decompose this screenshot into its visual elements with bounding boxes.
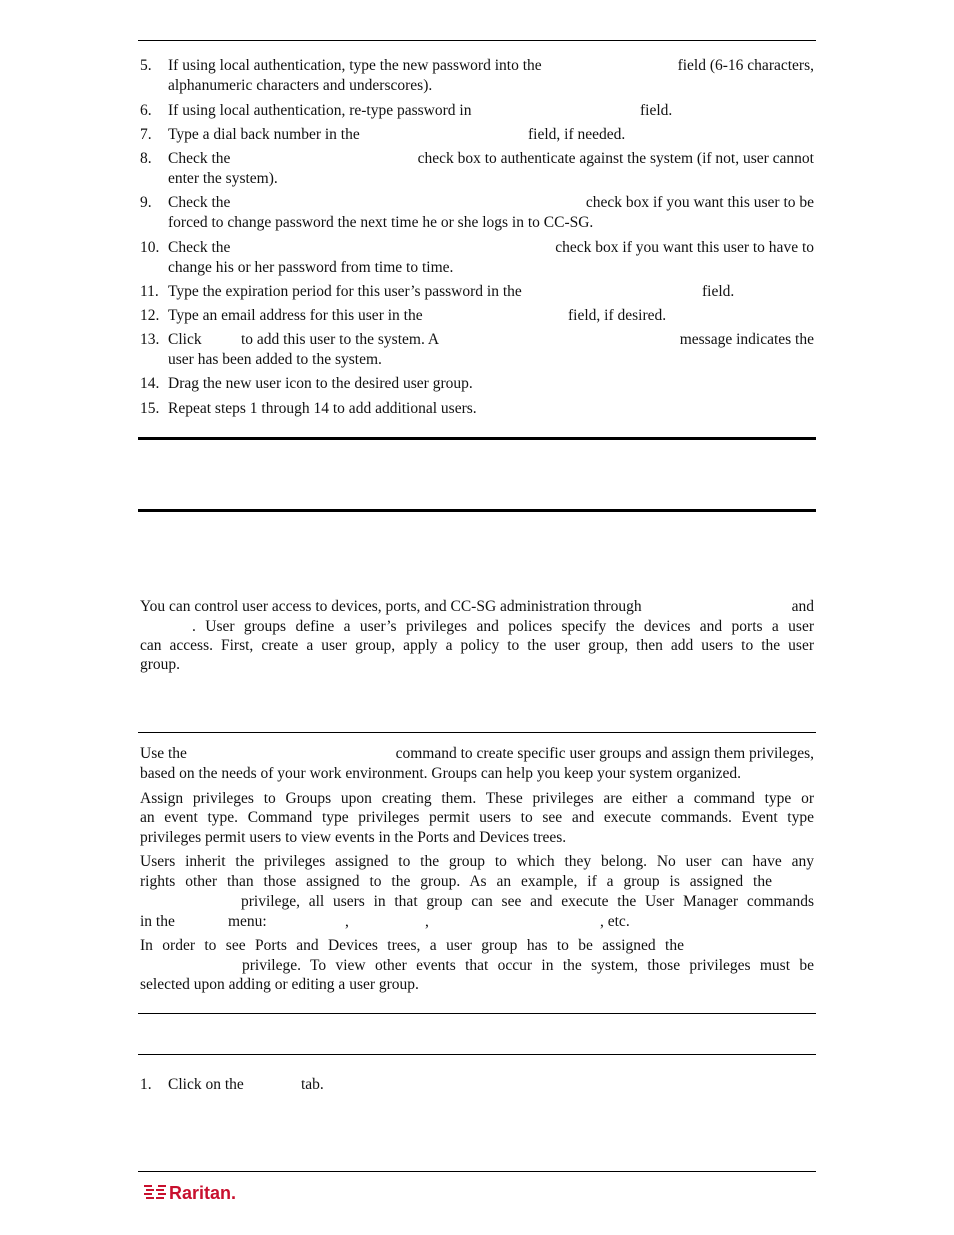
step-number: 15. — [140, 400, 160, 417]
step-15 — [140, 399, 814, 419]
p2-line-1: Assign privileges to Groups upon creating them. These privileges are either a command type or — [140, 790, 814, 807]
section-rule — [138, 732, 816, 733]
step-text: Type a dial back number in the — [168, 126, 360, 143]
step-text-line2: change his or her password from time to time. — [168, 259, 454, 276]
p3-line-4-e: , etc. — [600, 913, 630, 930]
step-text-line2: alphanumeric characters and underscores). — [168, 77, 433, 94]
p4-line-2: privilege. To view other events that occur in the system, those privileges must be — [242, 957, 814, 974]
raritan-logo-mark-icon — [144, 1180, 254, 1204]
header-rule — [138, 40, 816, 41]
p4-line-3: selected upon adding or editing a user group. — [140, 976, 419, 993]
step-text: If using local authentication, re-type password in — [168, 102, 472, 119]
p2-line-3: privileges permit users to view events in the Ports and Devices trees. — [140, 829, 567, 846]
p3-line-2: rights other than those assigned to the group. As an example, if a group is assigned the — [140, 873, 772, 890]
step-text-end: field, if desired. — [568, 307, 667, 324]
p3-line-4-d: , — [425, 913, 429, 930]
step-number: 7. — [140, 126, 152, 143]
step-text-end: field, if needed. — [528, 126, 626, 143]
step-text: Check the — [168, 194, 231, 211]
p3-line-4-a: in the — [140, 913, 175, 930]
step-text-end: field. — [640, 102, 673, 119]
footer-rule — [138, 1171, 816, 1172]
intro-line-1: You can control user access to devices, ports, and CC-SG administration through — [140, 598, 642, 615]
step-number: 8. — [140, 150, 152, 167]
groups-paragraph-1 — [140, 744, 814, 784]
step-text-line2: forced to change password the next time he or she logs in to CC-SG. — [168, 214, 594, 231]
step-number: 14. — [140, 375, 160, 392]
step-5 — [140, 56, 814, 96]
step-text: Check the — [168, 150, 231, 167]
step-text-line2: user has been added to the system. — [168, 351, 382, 368]
raritan-logo-text: Raritan. — [169, 1183, 237, 1203]
step-text: Repeat steps 1 through 14 to add additional users. — [168, 400, 477, 417]
subsection-rule-bottom — [138, 1054, 816, 1055]
step-text-end: message indicates the — [679, 331, 814, 348]
step-6 — [140, 101, 814, 121]
groups-paragraph-3 — [140, 852, 814, 932]
subsection-rule-top — [138, 1013, 816, 1014]
chapter-rule-top — [138, 437, 816, 440]
step-number: 9. — [140, 194, 152, 211]
step-9 — [140, 193, 814, 233]
step-number: 10. — [140, 239, 160, 256]
step-number: 12. — [140, 307, 160, 324]
step-text-line2: enter the system). — [168, 170, 278, 187]
groups-paragraph-2 — [140, 789, 814, 849]
step-text-end: check box to authenticate against the system (if not, user cannot — [417, 150, 814, 167]
p1-line-2: based on the needs of your work environment. Groups can help you keep your system organized. — [140, 765, 742, 782]
step-number: 5. — [140, 57, 152, 74]
intro-line-3: can access. First, create a user group, apply a policy to the user group, then add users to the user — [140, 637, 814, 654]
step-11 — [140, 282, 814, 302]
step-text: Click on the — [168, 1076, 244, 1093]
step-14 — [140, 374, 814, 394]
groups-paragraph-4 — [140, 936, 814, 996]
step-13 — [140, 330, 814, 370]
intro-line-4: group. — [140, 656, 181, 673]
step-8 — [140, 149, 814, 189]
p3-line-4-b: menu: — [228, 913, 267, 930]
step-text: Check the — [168, 239, 231, 256]
step-number: 1. — [140, 1076, 152, 1093]
p3-line-1: Users inherit the privileges assigned to the group to which they belong. No user can have any — [140, 853, 814, 870]
step-text-end: check box if you want this user to be — [585, 194, 814, 211]
step-text-mid: to add this user to the system. A — [241, 331, 440, 348]
step-number: 6. — [140, 102, 152, 119]
p1-line-1-end: command to create specific user groups and assign them privileges, — [395, 745, 814, 762]
step-text-end: field. — [702, 283, 735, 300]
step-7 — [140, 125, 814, 145]
step-text: If using local authentication, type the new password into the — [168, 57, 542, 74]
step-text: Type the expiration period for this user’s password in the — [168, 283, 522, 300]
step-12 — [140, 306, 814, 326]
intro-paragraph — [140, 597, 814, 677]
step-number: 13. — [140, 331, 160, 348]
chapter-rule-bottom — [138, 509, 816, 512]
intro-line-1-end: and — [791, 598, 814, 615]
step-text-end: check box if you want this user to have to — [555, 239, 814, 256]
p4-line-1: In order to see Ports and Devices trees, a user group has to be assigned the — [140, 937, 684, 954]
step-text: Drag the new user icon to the desired user group. — [168, 375, 473, 392]
step-text: Type an email address for this user in the — [168, 307, 423, 324]
step-text-end: field (6-16 characters, — [677, 57, 814, 74]
step-number: 11. — [140, 283, 159, 300]
step-10 — [140, 238, 814, 278]
p1-line-1: Use the — [140, 745, 187, 762]
step-text: Click — [168, 331, 202, 348]
add-group-step-1 — [140, 1075, 814, 1095]
p3-line-3: privilege, all users in that group can see and execute the User Manager commands — [241, 893, 814, 910]
step-text-end: tab. — [301, 1076, 324, 1093]
intro-line-2: . User groups define a user’s privileges and polices specify the devices and ports a user — [192, 618, 814, 635]
p3-line-4-c: , — [345, 913, 349, 930]
raritan-logo — [144, 1180, 254, 1204]
p2-line-2: an event type. Command type privileges permit users to see and execute commands. Event type — [140, 809, 814, 826]
